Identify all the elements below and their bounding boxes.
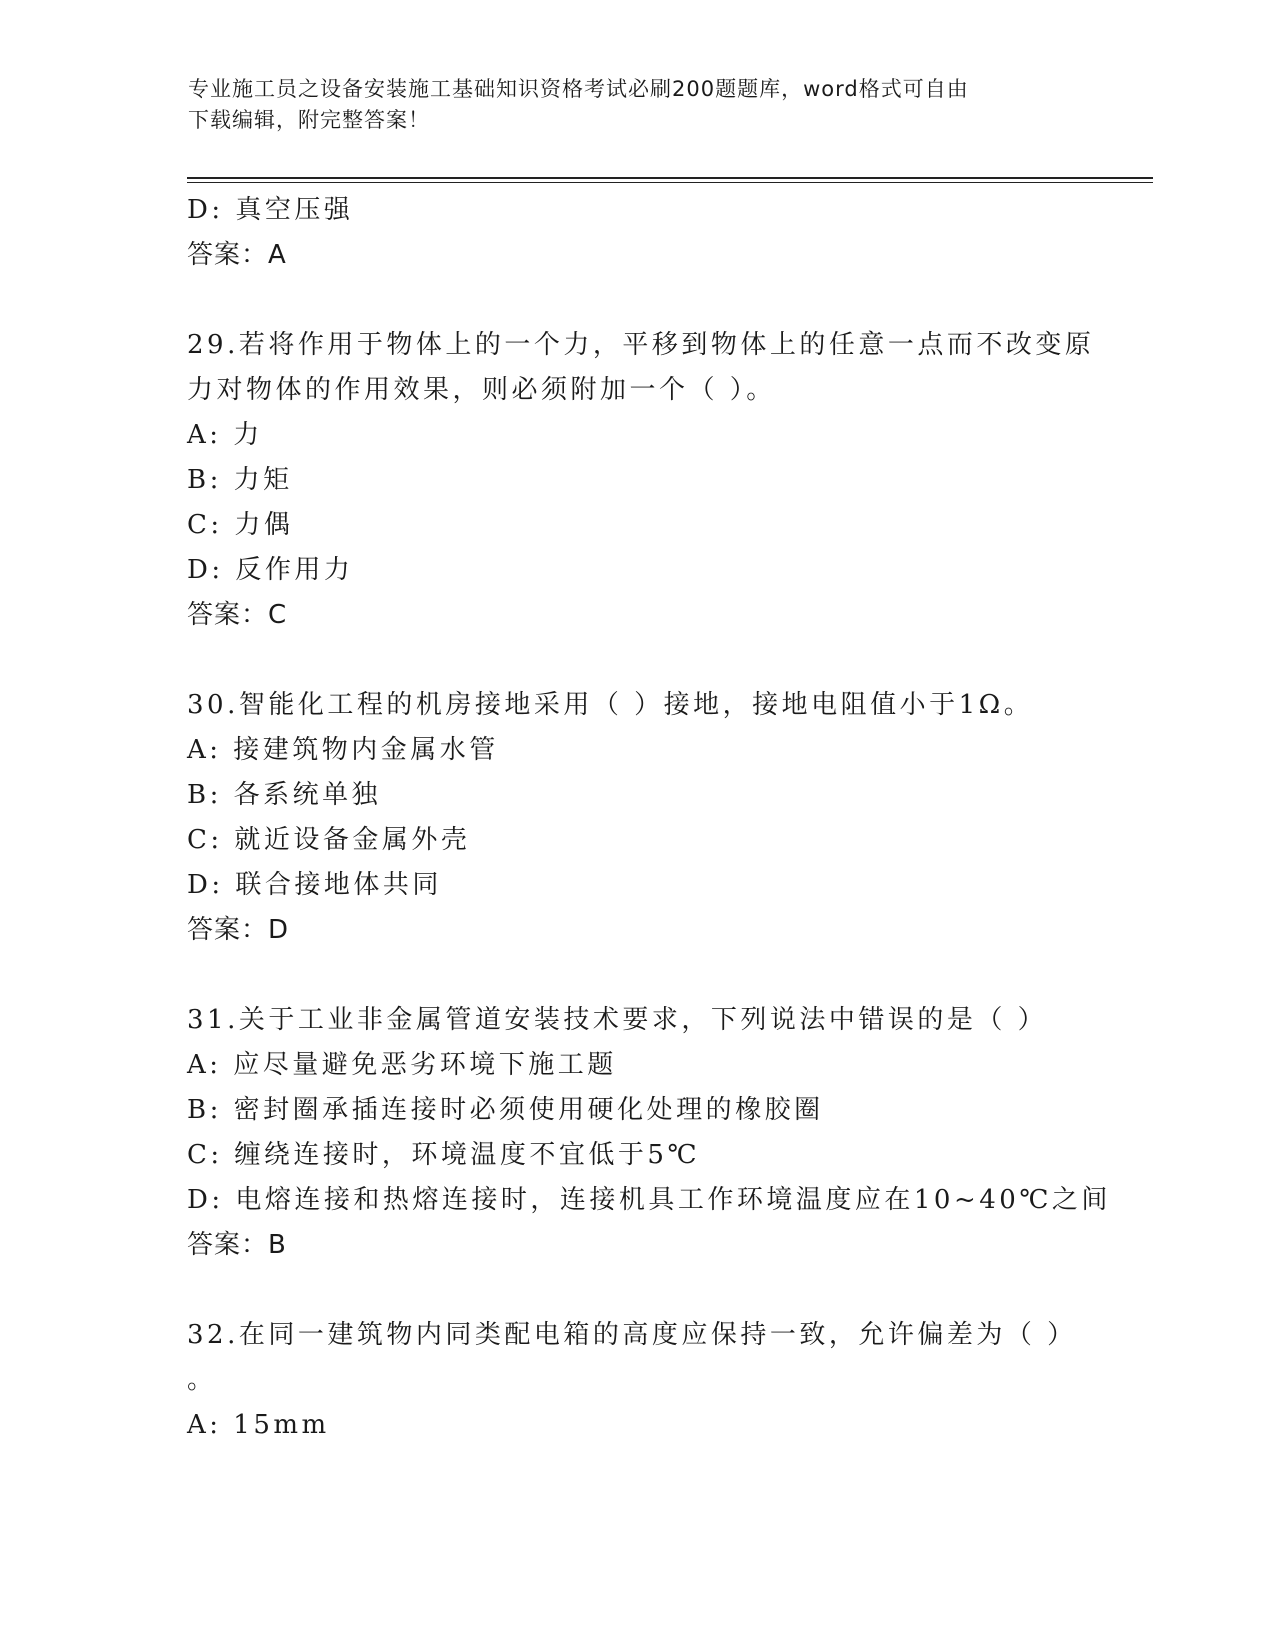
header-rule-thick: [187, 177, 1153, 179]
question-line: 。: [187, 1365, 217, 1395]
question-line: 32.在同一建筑物内同类配电箱的高度应保持一致，允许偏差为（ ）: [187, 1320, 1077, 1350]
answer-line: 答案：C: [187, 600, 288, 630]
question-line: 力对物体的作用效果，则必须附加一个（ ）。: [187, 375, 776, 405]
option-line: C: 力偶: [187, 510, 294, 540]
answer-line: 答案：B: [187, 1230, 287, 1260]
option-line: D: 真空压强: [187, 195, 354, 225]
option-line: D: 电熔连接和热熔连接时，连接机具工作环境温度应在10~40℃之间: [187, 1185, 1111, 1215]
option-line: A: 接建筑物内金属水管: [187, 735, 499, 765]
option-line: A: 力: [187, 420, 263, 450]
option-line: C: 缠绕连接时，环境温度不宜低于5℃: [187, 1140, 701, 1170]
option-line: B: 密封圈承插连接时必须使用硬化处理的橡胶圈: [187, 1095, 824, 1125]
header-line-2: 下载编辑，附完整答案！: [188, 108, 430, 132]
question-line: 30.智能化工程的机房接地采用（ ）接地，接地电阻值小于1Ω。: [187, 690, 1034, 720]
spacer: [187, 278, 1087, 323]
document-header: [188, 74, 1068, 136]
header-line-1: 专业施工员之设备安装施工基础知识资格考试必刷200题题库，word格式可自由: [188, 77, 969, 101]
spacer: [187, 953, 1087, 998]
option-line: B: 各系统单独: [187, 780, 382, 810]
option-line: A: 应尽量避免恶劣环境下施工题: [187, 1050, 617, 1080]
question-list: [187, 188, 1111, 1448]
question-line: 29.若将作用于物体上的一个力，平移到物体上的任意一点而不改变原: [187, 330, 1095, 360]
option-line: A: 15mm: [187, 1410, 330, 1440]
spacer: [187, 1268, 1087, 1313]
spacer: [187, 638, 1087, 683]
header-rule-thin: [187, 182, 1153, 183]
option-line: D: 联合接地体共同: [187, 870, 442, 900]
answer-line: 答案：D: [187, 915, 290, 945]
question-line: 31.关于工业非金属管道安装技术要求，下列说法中错误的是（ ）: [187, 1005, 1048, 1035]
option-line: C: 就近设备金属外壳: [187, 825, 471, 855]
option-line: D: 反作用力: [187, 555, 354, 585]
option-line: B: 力矩: [187, 465, 293, 495]
answer-line: 答案：A: [187, 240, 287, 270]
